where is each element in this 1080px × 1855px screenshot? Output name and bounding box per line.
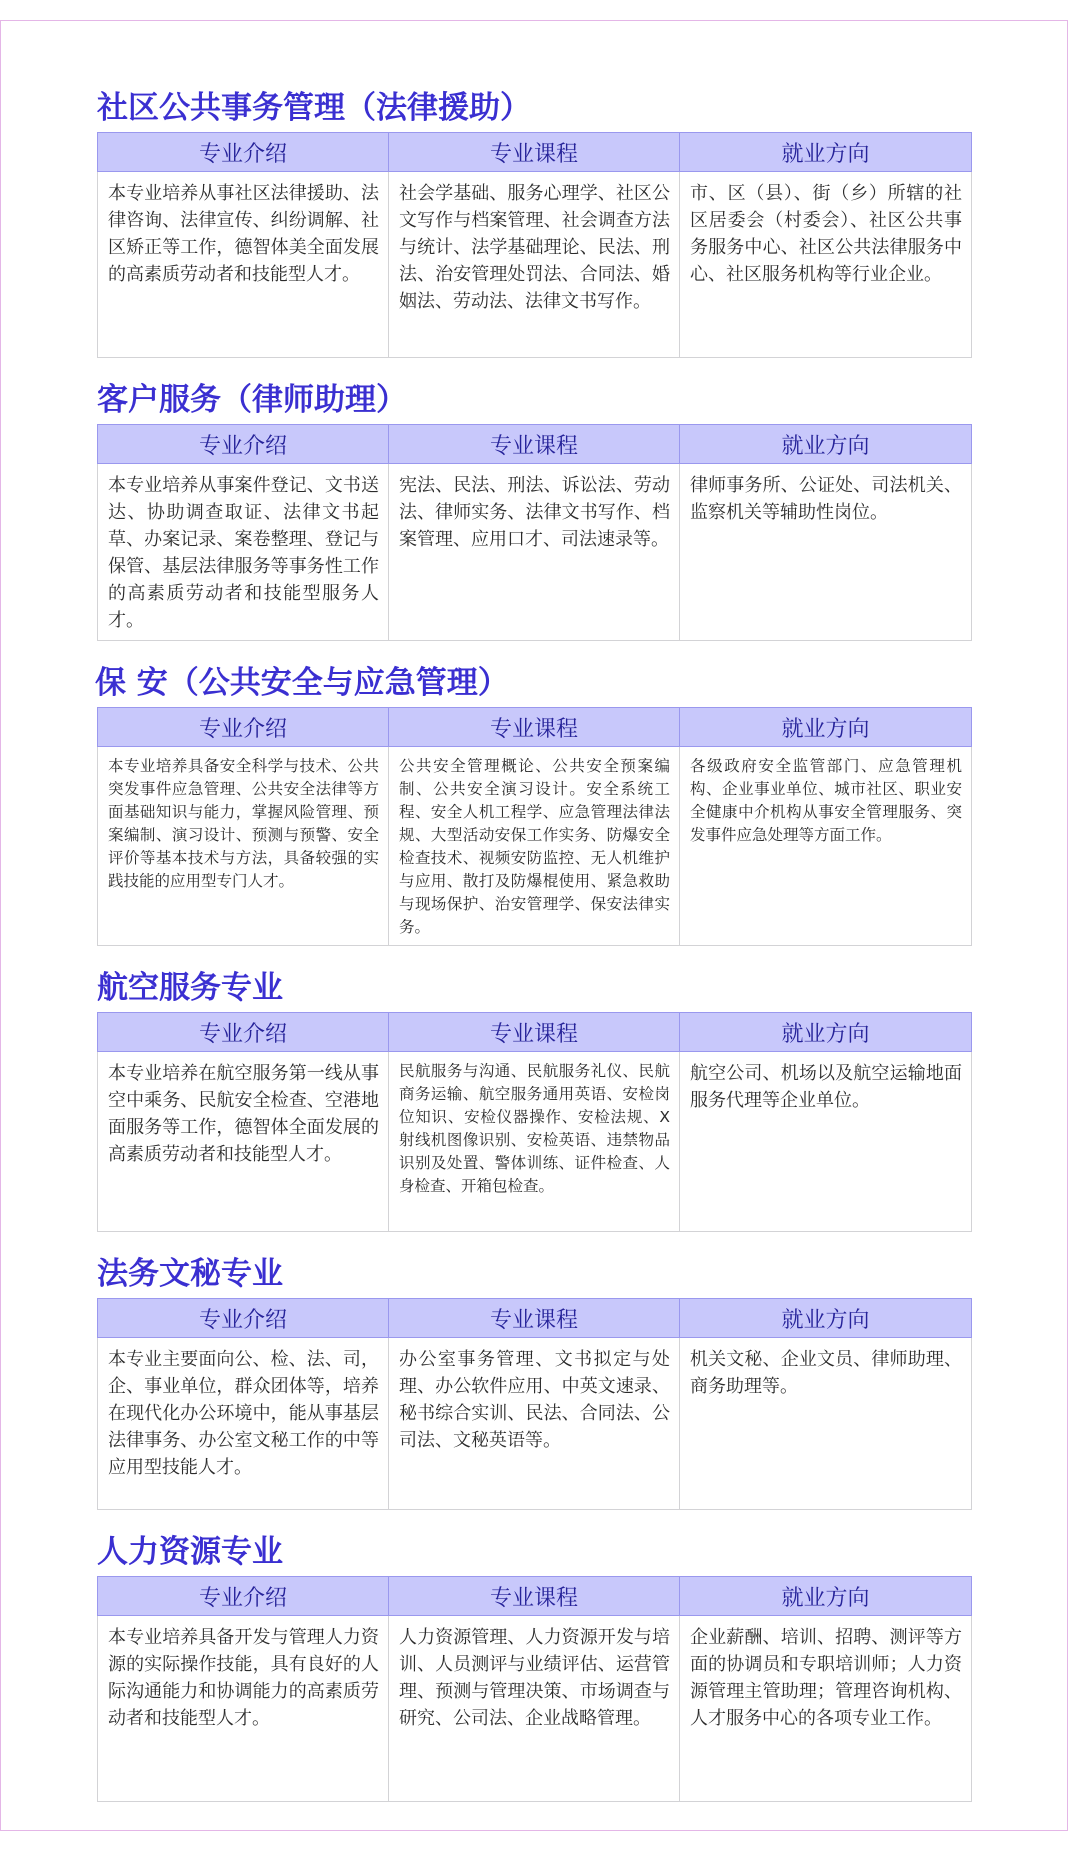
section-title: 社区公共事务管理（法律援助）: [97, 90, 531, 126]
careers-cell: 律师事务所、公证处、司法机关、监察机关等辅助性岗位。: [680, 464, 972, 641]
column-header-careers: 就业方向: [680, 1577, 972, 1616]
major-table: [97, 707, 972, 946]
intro-cell: 本专业培养从事案件登记、文书送达、协助调查取证、法律文书起草、办案记录、案卷整理、登记与保管、基层法律服务等事务性工作的高素质劳动者和技能型服务人才。: [98, 464, 389, 641]
section-title: 人力资源专业: [97, 1534, 283, 1570]
major-section-security: [97, 663, 971, 946]
column-header-courses: 专业课程: [389, 425, 680, 464]
intro-cell: 本专业培养从事社区法律援助、法律咨询、法律宣传、纠纷调解、社区矫正等工作，德智体美全面发展的高素质劳动者和技能型人才。: [98, 172, 389, 358]
table-header-row: [98, 1299, 972, 1338]
table-row: [98, 1052, 972, 1232]
courses-cell: 社会学基础、服务心理学、社区公文写作与档案管理、社会调查方法与统计、法学基础理论、民法、刑法、治安管理处罚法、合同法、婚姻法、劳动法、法律文书写作。: [389, 172, 680, 358]
column-header-careers: 就业方向: [680, 133, 972, 172]
major-section-legal-secretary: [97, 1254, 971, 1510]
major-table: [97, 424, 972, 641]
major-section-aviation-service: [97, 968, 971, 1232]
careers-cell: 机关文秘、企业文员、律师助理、商务助理等。: [680, 1338, 972, 1510]
careers-cell: 航空公司、机场以及航空运输地面服务代理等企业单位。: [680, 1052, 972, 1232]
careers-cell: 市、区（县）、街（乡）所辖的社区居委会（村委会）、社区公共事务服务中心、社区公共法律服务中心、社区服务机构等行业企业。: [680, 172, 972, 358]
column-header-intro: 专业介绍: [98, 1013, 389, 1052]
column-header-courses: 专业课程: [389, 1577, 680, 1616]
major-table: [97, 132, 972, 358]
careers-cell: 企业薪酬、培训、招聘、测评等方面的协调员和专职培训师；人力资源管理主管助理；管理咨询机构、人才服务中心的各项专业工作。: [680, 1616, 972, 1802]
section-title: 航空服务专业: [97, 970, 283, 1006]
table-header-row: [98, 1013, 972, 1052]
section-title: 客户服务（律师助理）: [97, 382, 407, 418]
courses-cell: 人力资源管理、人力资源开发与培训、人员测评与业绩评估、运营管理、预测与管理决策、市场调查与研究、公司法、企业战略管理。: [389, 1616, 680, 1802]
courses-cell: 公共安全管理概论、公共安全预案编制、公共安全演习设计。安全系统工程、安全人机工程学、应急管理法律法规、大型活动安保工作实务、防爆安全检查技术、视频安防监控、无人机维护与应用、散打及防爆棍使用、紧急救助与现场保护、治安管理学、保安法律实务。: [389, 747, 680, 946]
intro-cell: 本专业主要面向公、检、法、司，企、事业单位，群众团体等，培养在现代化办公环境中，能从事基层法律事务、办公室文秘工作的中等应用型技能人才。: [98, 1338, 389, 1510]
table-row: [98, 464, 972, 641]
column-header-careers: 就业方向: [680, 708, 972, 747]
table-header-row: [98, 425, 972, 464]
column-header-intro: 专业介绍: [98, 133, 389, 172]
column-header-careers: 就业方向: [680, 1013, 972, 1052]
section-title: 保 安（公共安全与应急管理）: [95, 665, 509, 701]
column-header-careers: 就业方向: [680, 425, 972, 464]
column-header-courses: 专业课程: [389, 708, 680, 747]
careers-cell: 各级政府安全监管部门、应急管理机构、企业事业单位、城市社区、职业安全健康中介机构从事安全管理服务、突发事件应急处理等方面工作。: [680, 747, 972, 946]
courses-cell: 民航服务与沟通、民航服务礼仪、民航商务运输、航空服务通用英语、安检岗位知识、安检仪器操作、安检法规、X射线机图像识别、安检英语、违禁物品识别及处置、警体训练、证件检查、人身检查、开箱包检查。: [389, 1052, 680, 1232]
intro-cell: 本专业培养具备安全科学与技术、公共突发事件应急管理、公共安全法律等方面基础知识与能力，掌握风险管理、预案编制、演习设计、预测与预警、安全评价等基本技术与方法，具备较强的实践技能的应用型专门人才。: [98, 747, 389, 946]
column-header-intro: 专业介绍: [98, 1299, 389, 1338]
table-row: [98, 1338, 972, 1510]
major-section-customer-service: [97, 380, 971, 641]
column-header-courses: 专业课程: [389, 1299, 680, 1338]
courses-cell: 宪法、民法、刑法、诉讼法、劳动法、律师实务、法律文书写作、档案管理、应用口才、司法速录等。: [389, 464, 680, 641]
column-header-courses: 专业课程: [389, 1013, 680, 1052]
major-table: [97, 1298, 972, 1510]
section-title: 法务文秘专业: [97, 1256, 283, 1292]
major-section-community-legal-aid: [97, 88, 971, 358]
table-row: [98, 172, 972, 358]
table-row: [98, 1616, 972, 1802]
intro-cell: 本专业培养在航空服务第一线从事空中乘务、民航安全检查、空港地面服务等工作，德智体全面发展的高素质劳动者和技能型人才。: [98, 1052, 389, 1232]
table-header-row: [98, 133, 972, 172]
courses-cell: 办公室事务管理、文书拟定与处理、办公软件应用、中英文速录、秘书综合实训、民法、合同法、公司法、文秘英语等。: [389, 1338, 680, 1510]
table-header-row: [98, 1577, 972, 1616]
column-header-intro: 专业介绍: [98, 425, 389, 464]
table-header-row: [98, 708, 972, 747]
column-header-intro: 专业介绍: [98, 1577, 389, 1616]
intro-cell: 本专业培养具备开发与管理人力资源的实际操作技能，具有良好的人际沟通能力和协调能力的高素质劳动者和技能型人才。: [98, 1616, 389, 1802]
major-table: [97, 1012, 972, 1232]
column-header-intro: 专业介绍: [98, 708, 389, 747]
column-header-courses: 专业课程: [389, 133, 680, 172]
table-row: [98, 747, 972, 946]
column-header-careers: 就业方向: [680, 1299, 972, 1338]
major-section-human-resources: [97, 1532, 971, 1802]
major-table: [97, 1576, 972, 1802]
majors-document: [97, 88, 971, 1802]
